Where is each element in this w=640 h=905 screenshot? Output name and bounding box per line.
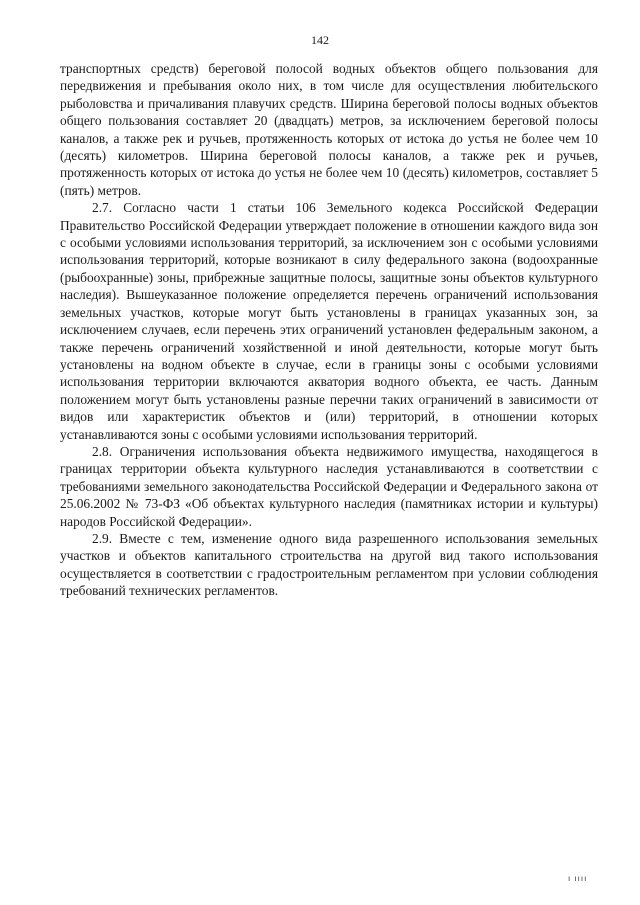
paragraph-number: 2.7. <box>92 200 113 216</box>
scan-mark: ı ıııı <box>568 874 588 883</box>
paragraph-text: Согласно части 1 статьи 106 Земельного кодекса Российской Федерации Правительство Российской Федерации утверждает положение в отношении каждого вида зон с особыми условиями использования территорий, за исключением зон с особыми условиями использования территорий, которые возникают в силу федерального закона (водоохранные (рыбоохранные) зоны, прибрежные защитные полосы, защитные зоны объектов культурного наследия). Вышеуказанное положение определяется перечень ограничений использования земельных участков, которые могут быть установлены в границах указанных зон, за исключением случаев, если перечень этих ограничений установлен федеральным законом, а также перечень ограничений хозяйственной и иной деятельности, которые могут быть установлены на водном объекте в случае, если в границы зоны с особыми условиями использования территории включаются акватория водного объекта, ее часть. Данным положением могут быть установлены разные перечни таких ограничений в зависимости от видов или характеристик объектов и (или) территорий, в отношении которых устанавливаются зоны с особыми условиями использования территорий. <box>60 200 598 442</box>
paragraph-2-8 <box>60 443 598 530</box>
paragraph-text: транспортных средств) береговой полосой водных объектов общего пользования для передвижения и пребывания около них, в том числе для осуществления любительского рыболовства и причаливания плавучих средств. Ширина береговой полосы водных объектов общего пользования составляет 20 (двадцать) метров, за исключением береговой полосы каналов, а также рек и ручьев, протяженность которых от истока до устья не более чем 10 (десять) километров. Ширина береговой полосы каналов, а также рек и ручьев, протяженность которых от истока до устья не более чем 10 (десять) километров, составляет 5 (пять) метров. <box>60 61 598 198</box>
paragraph-2-7 <box>60 199 598 443</box>
paragraph-continuation <box>60 60 598 199</box>
paragraph-number: 2.8. <box>92 443 113 459</box>
paragraph-number: 2.9. <box>92 530 113 546</box>
paragraph-text: Вместе с тем, изменение одного вида разрешенного использования земельных участков и объектов капитального строительства на другой вид такого использования осуществляется в соответствии с градостроительным регламентом при условии соблюдения требований технических регламентов. <box>60 530 599 599</box>
document-body <box>60 60 598 600</box>
paragraph-text: Ограничения использования объекта недвижимого имущества, находящегося в границах территории объекта культурного наследия устанавливаются в соответствии с требованиями земельного законодательства Российской Федерации и Федерального закона от 25.06.2002 № 73-ФЗ «Об объектах культурного наследия (памятниках истории и культуры) народов Российской Федерации». <box>60 443 598 529</box>
page-number: 142 <box>311 33 329 47</box>
paragraph-2-9 <box>60 530 598 600</box>
